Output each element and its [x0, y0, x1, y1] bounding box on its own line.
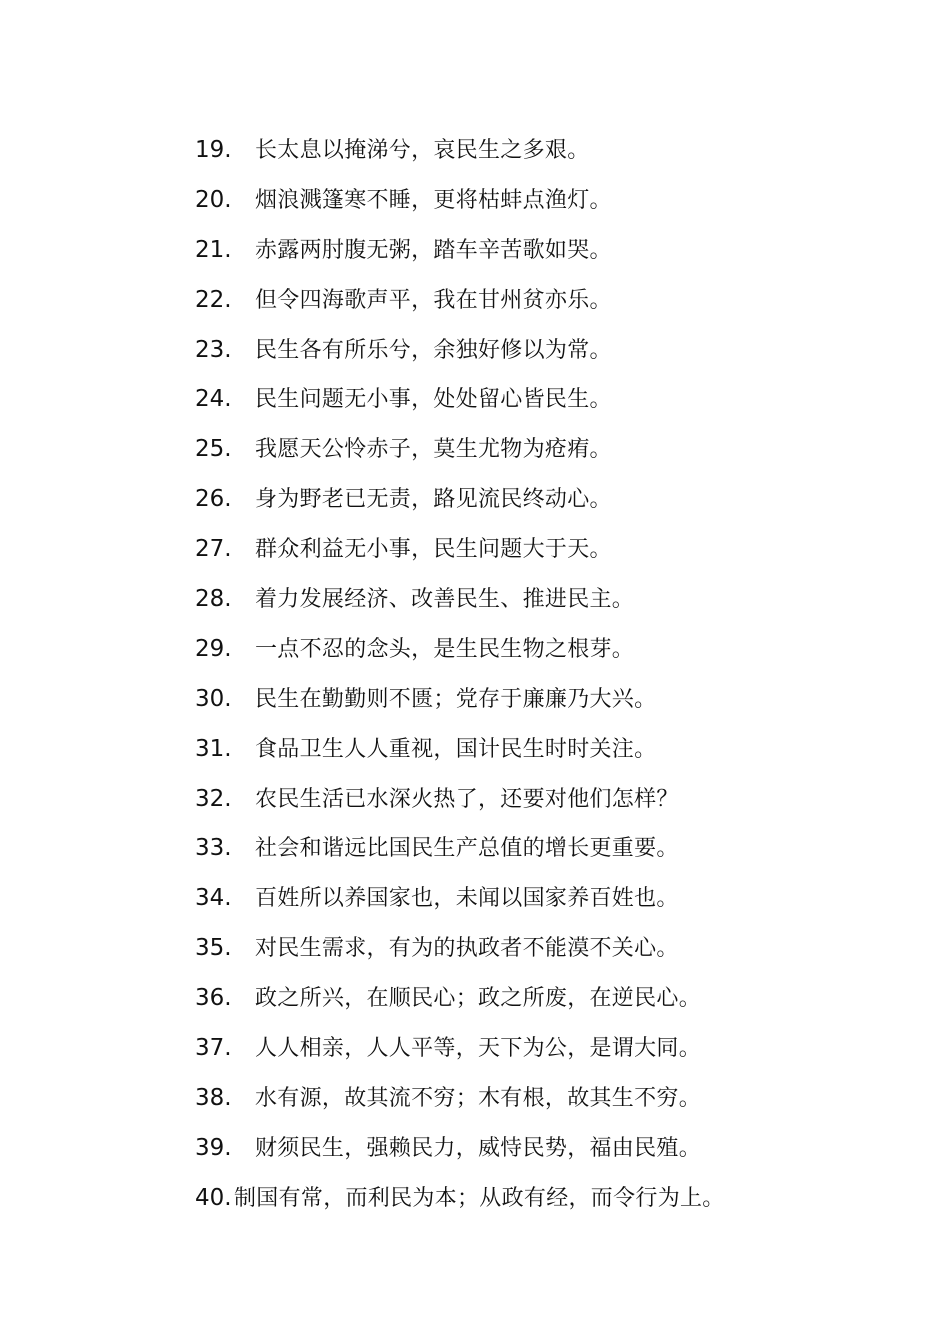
item-number: 19.	[195, 137, 232, 163]
item-number: 28.	[195, 586, 232, 613]
item-number: 27.	[195, 536, 232, 563]
list-item	[195, 431, 725, 481]
item-text: 百姓所以养国家也，未闻以国家养百姓也。	[255, 886, 679, 912]
item-number: 21.	[195, 236, 232, 263]
item-number: 31.	[195, 735, 232, 762]
item-text: 但令四海歌声平，我在甘州贫亦乐。	[255, 287, 612, 313]
item-number: 32.	[195, 785, 232, 812]
item-text: 民生问题无小事，处处留心皆民生。	[255, 387, 612, 413]
item-text: 对民生需求，有为的执政者不能漠不关心。	[255, 936, 679, 962]
item-text: 赤露两肘腹无粥，踏车辛苦歌如哭。	[255, 237, 612, 263]
item-text: 烟浪溅篷寒不睡，更将枯蚌点渔灯。	[255, 187, 612, 213]
list-item	[195, 132, 725, 182]
list-item	[195, 781, 725, 831]
item-number: 40.	[195, 1184, 232, 1211]
list-item	[195, 381, 725, 431]
list-item	[195, 681, 725, 731]
item-text: 群众利益无小事，民生问题大于天。	[255, 537, 612, 563]
list-item	[195, 182, 725, 232]
list-item	[195, 980, 725, 1030]
item-text: 制国有常，而利民为本；从政有经，而令行为上。	[234, 1185, 725, 1211]
list-item	[195, 282, 725, 332]
item-text: 食品卫生人人重视，国计民生时时关注。	[255, 736, 657, 762]
item-number: 23.	[195, 336, 232, 363]
list-item	[195, 1130, 725, 1180]
item-text: 我愿天公怜赤子，莫生尤物为疮痏。	[255, 437, 612, 463]
list-item	[195, 1180, 725, 1230]
list-item	[195, 481, 725, 531]
quote-list	[195, 132, 725, 1230]
item-number: 38.	[195, 1084, 232, 1111]
list-item	[195, 731, 725, 781]
item-number: 37.	[195, 1035, 232, 1062]
list-item	[195, 1080, 725, 1130]
item-number: 33.	[195, 835, 232, 862]
item-number: 26.	[195, 486, 232, 513]
item-number: 24.	[195, 386, 232, 413]
list-item	[195, 930, 725, 980]
list-item	[195, 232, 725, 282]
item-number: 34.	[195, 885, 232, 912]
item-number: 25.	[195, 436, 232, 463]
list-item	[195, 332, 725, 382]
list-item	[195, 830, 725, 880]
item-text: 水有源，故其流不穷；木有根，故其生不穷。	[255, 1085, 702, 1111]
list-item	[195, 1030, 725, 1080]
item-text: 政之所兴，在顺民心；政之所废，在逆民心。	[255, 986, 702, 1012]
item-text: 身为野老已无责，路见流民终动心。	[255, 487, 612, 513]
item-text: 着力发展经济、改善民生、推进民主。	[255, 587, 635, 613]
item-number: 35.	[195, 935, 232, 962]
item-text: 民生在勤勤则不匮；党存于廉廉乃大兴。	[255, 686, 657, 712]
list-item	[195, 531, 725, 581]
item-text: 财须民生，强赖民力，威恃民势，福由民殖。	[255, 1135, 702, 1161]
item-text: 民生各有所乐兮，余独好修以为常。	[255, 337, 612, 363]
item-number: 30.	[195, 685, 232, 712]
item-text: 一点不忍的念头，是生民生物之根芽。	[255, 636, 635, 662]
item-number: 22.	[195, 286, 232, 313]
list-item	[195, 631, 725, 681]
item-number: 36.	[195, 985, 232, 1012]
item-number: 20.	[195, 186, 232, 213]
item-number: 29.	[195, 635, 232, 662]
list-item	[195, 880, 725, 930]
item-number: 39.	[195, 1134, 232, 1161]
list-item	[195, 581, 725, 631]
item-text: 人人相亲，人人平等，天下为公，是谓大同。	[255, 1036, 702, 1062]
item-text: 长太息以掩涕兮，哀民生之多艰。	[255, 138, 590, 163]
item-text: 农民生活已水深火热了，还要对他们怎样？	[255, 786, 679, 812]
item-text: 社会和谐远比国民生产总值的增长更重要。	[255, 836, 679, 862]
